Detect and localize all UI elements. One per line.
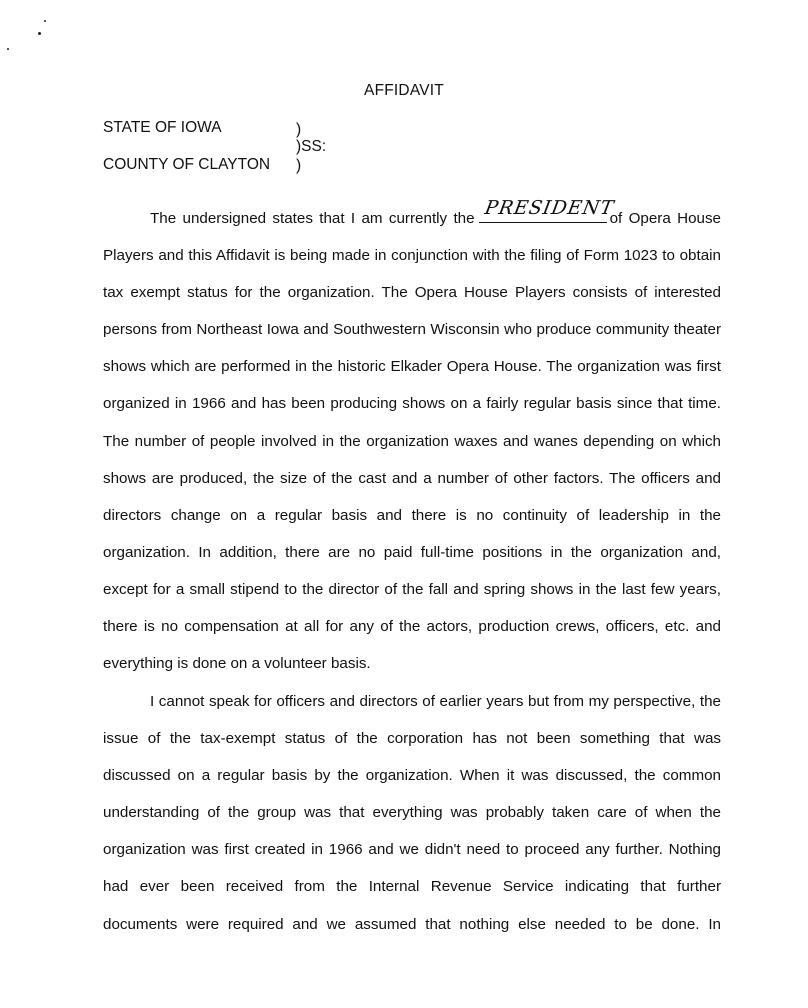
paragraph-line: The number of people involved in the organization waxes and wanes depending on which (103, 432, 721, 450)
paragraph-line: everything is done on a volunteer basis. (103, 655, 371, 673)
title-blank (479, 197, 616, 223)
venue-county: COUNTY OF CLAYTON (103, 156, 271, 173)
paragraph-line: except for a small stipend to the director of the fall and spring shows in the last few years, (103, 580, 721, 598)
scan-speck (44, 20, 46, 22)
paragraph-line: issue of the tax-exempt status of the corporation has not been something that was (103, 730, 721, 748)
scan-speck (7, 48, 9, 50)
venue-ss: )SS: (296, 138, 327, 155)
venue-paren-bottom: ) (296, 157, 302, 174)
paragraph-line: organized in 1966 and has been producing shows on a fairly regular basis since that time. (103, 395, 721, 413)
paragraph-line: directors change on a regular basis and there is no continuity of leadership in the (103, 506, 721, 524)
paragraph-line: had ever been received from the Internal Revenue Service indicating that further (103, 878, 721, 896)
paragraph-line: tax exempt status for the organization. The Opera House Players consists of interested (103, 284, 721, 302)
document-title: AFFIDAVIT (364, 82, 444, 99)
para1-trail: of Opera House (609, 210, 722, 227)
paragraph-line: documents were required and we assumed that nothing else needed to be done. In (103, 915, 721, 933)
paragraph-line: persons from Northeast Iowa and Southwestern Wisconsin who produce community theater (103, 321, 721, 339)
venue-paren-top: ) (296, 121, 302, 138)
paragraph-line: Players and this Affidavit is being made in conjunction with the filing of Form 1023 to obtain (103, 247, 721, 265)
para1-lead: The undersigned states that I am currently the (150, 210, 475, 227)
paragraph-line: there is no compensation at all for any of the actors, production crews, officers, etc. and (103, 618, 721, 636)
paragraph-line: discussed on a regular basis by the organization. When it was discussed, the common (103, 767, 721, 785)
paragraph-line: shows are produced, the size of the cast and a number of other factors. The officers and (103, 469, 721, 487)
paragraph-line: I cannot speak for officers and directors of earlier years but from my perspective, the (150, 693, 721, 710)
paragraph-line: organization. In addition, there are no paid full-time positions in the organization and, (103, 543, 721, 561)
scan-speck (38, 32, 41, 35)
paragraph-line: shows which are performed in the historic Elkader Opera House. The organization was first (103, 358, 721, 376)
venue-state: STATE OF IOWA (103, 119, 222, 136)
paragraph-line (103, 197, 722, 237)
handwritten-title: PRESIDENT (482, 197, 616, 219)
paragraph-line: organization was first created in 1966 and we didn't need to proceed any further. Nothing (103, 841, 721, 859)
paragraph-2 (103, 683, 721, 943)
paragraph-1 (103, 197, 722, 682)
paragraph-line: understanding of the group was that everything was probably taken care of when the (103, 804, 721, 822)
